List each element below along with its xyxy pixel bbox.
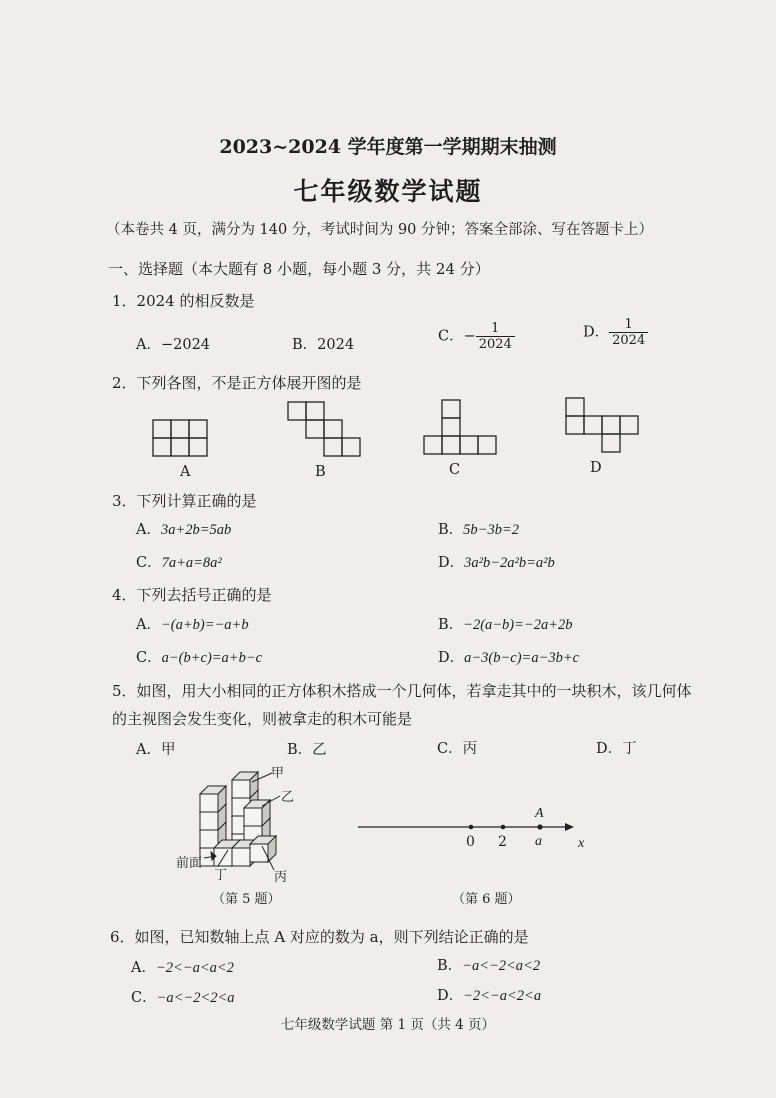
q4-b-label: B． [438,617,464,633]
exam-title: 2023~2024 学年度第一学期期末抽测 [219,136,557,158]
tick-two-dot [501,825,506,830]
q1-d-numerator: 1 [609,317,648,333]
q3-a-label: A． [136,522,161,538]
q6-c-expr: −a<−2<2<a [156,990,235,1006]
q2-label-c: C [449,462,461,478]
tick-2-label: 2 [498,834,507,850]
q1-c-label: C．− [438,328,476,345]
q4-d-label: D． [438,650,465,666]
q5-option-d: D．丁 [596,741,637,757]
q3-stem: 3．下列计算正确的是 [112,492,257,510]
q1-d-label: D． [583,324,610,341]
q5-option-c: C．丙 [437,741,478,757]
label-ding: 丁 [214,868,228,883]
q3-d-label: D． [438,555,465,571]
q6-a-label: A． [131,960,156,976]
q4-c-label: C． [136,650,162,666]
label-front: 前面 [176,856,203,871]
axis-arrow [565,823,574,831]
q4-stem: 4．下列去括号正确的是 [112,586,272,604]
section-heading: 一、选择题（本大题有 8 小题，每小题 3 分，共 24 分） [108,260,490,278]
q4-a-expr: −(a+b)=−a+b [160,617,249,633]
q2-label-b: B [315,464,326,480]
q5-caption: （第 5 题） [212,892,281,907]
q1-d-denominator: 2024 [612,333,646,348]
q5-option-b: B．乙 [287,742,327,758]
page-footer: 七年级数学试题 第 1 页（共 4 页） [280,1017,496,1033]
q5-stem-line1: 5．如图，用大小相同的正方体积木搭成一个几何体，若拿走其中的一块积木，该几何体 [112,682,692,700]
q6-option-b [437,954,540,975]
q4-c-expr: a−(b+c)=a+b−c [161,650,263,666]
q4-b-expr: −2(a−b)=−2a+2b [463,617,573,633]
q6-b-expr: −a<−2<a<2 [462,958,541,974]
tick-0-label: 0 [466,834,475,850]
exam-instructions: （本卷共 4 页，满分为 140 分，考试时间为 90 分钟；答案全部涂、写在答题卡上） [106,222,654,238]
q6-caption: （第 6 题） [452,892,521,907]
q6-option-c [131,986,235,1007]
q2-stem: 2．下列各图，不是正方体展开图的是 [112,374,362,392]
q1-c-denominator: 2024 [478,337,512,352]
tick-zero-dot [469,825,474,830]
exam-subtitle: 七年级数学试题 [293,177,483,206]
label-jia: 甲 [271,766,285,781]
q3-c-label: C． [136,555,162,571]
q6-d-expr: −2<−a<2<a [463,988,542,1004]
q6-a-expr: −2<−a<a<2 [155,960,234,976]
axis-var-label: x [578,836,585,851]
q6-d-label: D． [437,988,464,1004]
q2-label-a: A [180,464,191,480]
q3-b-label: B． [438,522,464,538]
label-yi: 乙 [281,790,295,805]
q1-stem: 1．2024 的相反数是 [112,292,255,310]
q6-stem: 6．如图，已知数轴上点 A 对应的数为 a，则下列结论正确的是 [110,928,529,946]
q3-d-expr: 3a²b−2a²b=a²b [464,555,555,571]
q5-stem-line2: 的主视图会发生变化，则被拿走的积木可能是 [112,710,413,728]
tick-a-label: a [535,834,542,849]
q1-option-b: B．2024 [292,337,355,353]
q3-b-expr: 5b−3b=2 [463,522,519,538]
label-bing: 丙 [274,870,288,885]
q6-option-a [131,956,234,977]
q4-d-expr: a−3(b−c)=a−3b+c [464,650,580,666]
q5-option-a: A．甲 [136,742,176,758]
q3-a-expr: 3a+2b=5ab [160,522,232,538]
q3-c-expr: 7a+a=8a² [161,555,222,571]
q1-c-numerator: 1 [476,321,515,337]
q2-label-d: D [590,460,602,476]
q1-option-a: A．−2024 [136,337,211,353]
q6-b-label: B． [437,958,463,974]
q6-c-label: C． [131,990,157,1006]
point-a-label: A [535,806,544,821]
q6-option-d [437,984,541,1005]
q4-a-label: A． [136,617,161,633]
point-a-dot [537,824,542,829]
